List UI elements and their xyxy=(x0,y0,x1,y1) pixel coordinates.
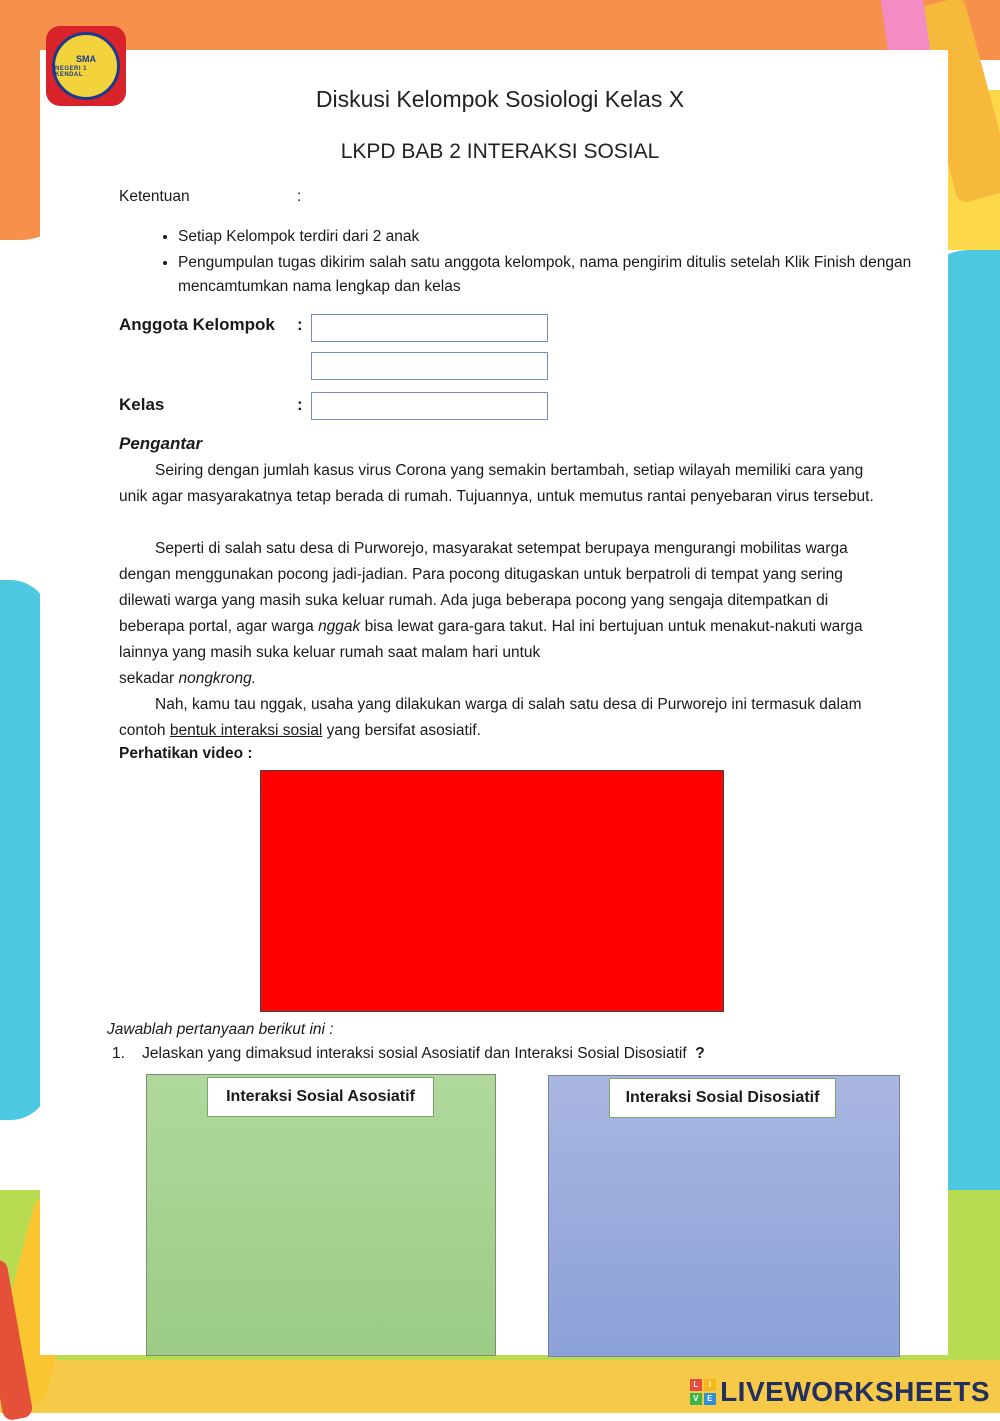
paragraph-text: sekadar xyxy=(119,670,179,687)
italic-word: nggak xyxy=(318,618,361,635)
paragraph-text: Nah, kamu tau nggak, usaha yang dilakukan warga di salah satu desa di Purworejo ini termasuk dalam contoh xyxy=(119,696,862,739)
liveworksheets-logo-icon xyxy=(690,1379,716,1405)
underlined-term: bentuk interaksi sosial xyxy=(169,722,323,739)
italic-word: nongkrong. xyxy=(178,670,257,687)
asosiatif-box-label: Interaksi Sosial Asosiatif xyxy=(207,1077,434,1117)
logo-letter: V xyxy=(690,1393,702,1405)
logo-letter: I xyxy=(704,1379,716,1391)
rule-item: • Pengumpulan tugas dikirim salah satu anggota kelompok, nama pengirim ditulis setelah Klik Finish dengan mencamtumkan nama lengkap dan kelas xyxy=(178,251,918,299)
anggota-1-input[interactable] xyxy=(311,314,548,342)
paragraph-text: yang bersifat asosiatif. xyxy=(322,722,481,739)
rule-item: • Setiap Kelompok terdiri dari 2 anak xyxy=(178,225,918,249)
paragraph-text: bisa lewat gara-gara takut. Hal ini bertujuan untuk menakut-nakuti warga lainnya yang masih suka keluar rumah saat malam hari untuk xyxy=(119,618,863,661)
liveworksheets-brand xyxy=(690,1376,990,1408)
pengantar-paragraph-1 xyxy=(119,458,885,510)
brand-name: LIVEWORKSHEETS xyxy=(720,1376,990,1407)
ketentuan-label: Ketentuan xyxy=(119,188,190,205)
pengantar-paragraph-2 xyxy=(119,536,885,692)
question-text: Jelaskan yang dimaksud interaksi sosial Asosiatif dan Interaksi Sosial Disosiatif xyxy=(142,1045,687,1062)
anggota-kelompok-label: Anggota Kelompok xyxy=(119,315,275,334)
page-title: Diskusi Kelompok Sosiologi Kelas X xyxy=(315,86,685,112)
kelas-input[interactable] xyxy=(311,392,548,420)
logo-letter: E xyxy=(704,1393,716,1405)
logo-top-text: SMA xyxy=(76,54,96,64)
kelas-colon: : xyxy=(297,395,303,414)
kelas-label: Kelas xyxy=(119,395,165,414)
pengantar-heading: Pengantar xyxy=(119,434,203,453)
logo-letter: L xyxy=(690,1379,702,1391)
questions-intro: Jawablah pertanyaan berikut ini : xyxy=(107,1021,334,1038)
paragraph-text: Seperti di salah satu desa di Purworejo, masyarakat setempat berupaya mengurangi mobilitas warga dengan menggunakan pocong jadi-jadian. Para pocong ditugaskan untuk berpatroli di tempat yang sering dilewati warga yang masih suka keluar rumah. Ada juga beberapa pocong yang sengaja ditempatkan di beberapa portal, agar warga xyxy=(119,540,848,635)
logo-bottom-text: NEGERI 1 KENDAL xyxy=(55,66,88,78)
disosiatif-box-label: Interaksi Sosial Disosiatif xyxy=(609,1078,836,1118)
ketentuan-colon: : xyxy=(297,188,302,205)
anggota-colon: : xyxy=(297,315,303,334)
video-player[interactable] xyxy=(260,770,724,1012)
rules-list xyxy=(144,225,918,301)
pengantar-paragraph-3 xyxy=(119,692,885,744)
video-label: Perhatikan video : xyxy=(119,745,253,762)
question-1 xyxy=(112,1045,705,1063)
question-number: 1. xyxy=(112,1045,125,1062)
paragraph-text: Seiring dengan jumlah kasus virus Corona yang semakin bertambah, setiap wilayah memiliki cara yang unik agar masyarakatnya tetap berada di rumah. Tujuannya, untuk memutus rantai penyebaran virus tersebut. xyxy=(119,462,874,505)
page-subtitle: LKPD BAB 2 INTERAKSI SOSIAL xyxy=(340,140,660,163)
anggota-2-input[interactable] xyxy=(311,352,548,380)
question-mark: ? xyxy=(695,1045,705,1062)
